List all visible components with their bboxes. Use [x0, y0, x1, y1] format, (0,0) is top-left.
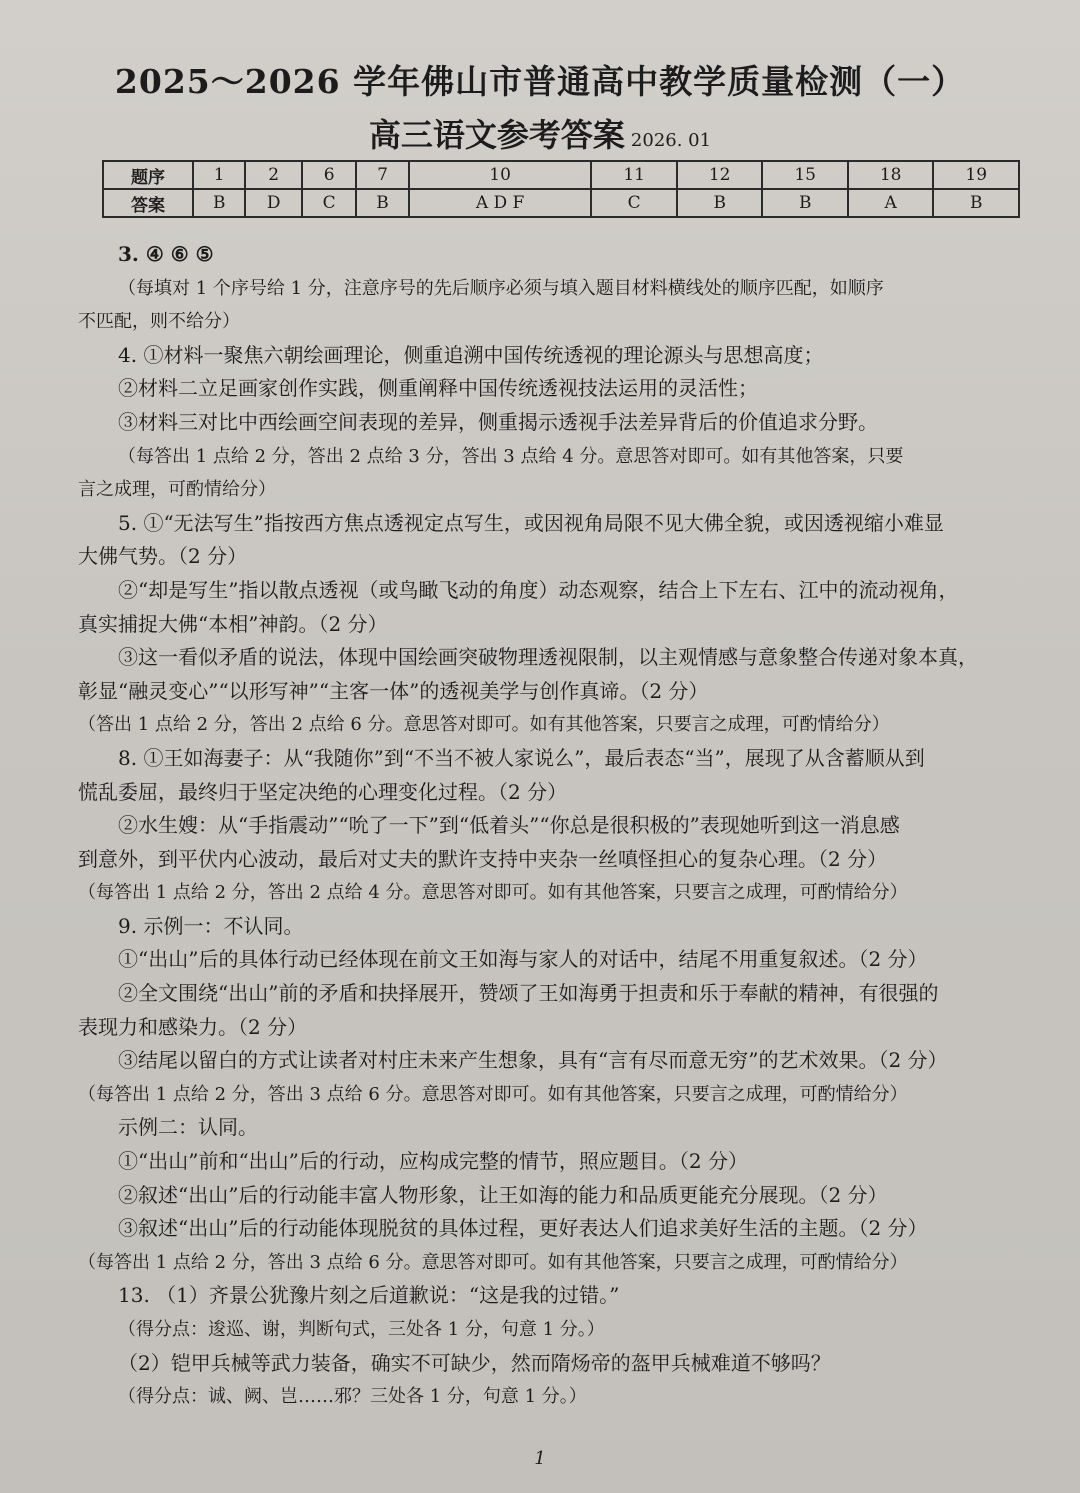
answer-explanations: [78, 238, 1040, 1414]
answer-cell: B: [677, 189, 763, 217]
answer-line: ③材料三对比中西绘画空间表现的差异，侧重揭示透视手法差异背后的价值追求分野。: [118, 409, 878, 434]
answer-line: 示例二：认同。: [118, 1115, 258, 1140]
answer-cell: C: [591, 189, 677, 217]
answer-line: （得分点：诚、阙、岂……邪？三处各 1 分，句意 1 分。）: [118, 1386, 587, 1408]
page-number: 1: [534, 1448, 546, 1469]
question-cell: 2: [245, 161, 302, 189]
row-label-question: 题序: [103, 161, 193, 189]
answer-line: 8. ①王如海妻子：从“我随你”到“不当不被人家说么”，最后表态“当”，展现了从含蓄顺从到: [118, 745, 925, 770]
answer-line: 4. ①材料一聚焦六朝绘画理论，侧重追溯中国传统透视的理论源头与思想高度；: [118, 342, 824, 367]
answer-line: ③结尾以留白的方式让读者对村庄未来产生想象，具有“言有尽而意无穷”的艺术效果。（2 分）: [118, 1048, 948, 1073]
answer-line: 表现力和感染力。（2 分）: [78, 1014, 308, 1039]
answer-line: ②全文围绕“出山”前的矛盾和抉择展开，赞颂了王如海勇于担责和乐于奉献的精神，有很强的: [118, 981, 939, 1006]
answer-line: 到意外，到平伏内心波动，最后对丈夫的默许支持中夹杂一丝嗔怪担心的复杂心理。（2 分）: [78, 846, 888, 871]
answer-line: （每填对 1 个序号给 1 分，注意序号的先后顺序必须与填入题目材料横线处的顺序匹配，如顺序: [118, 277, 884, 299]
answer-line: ②叙述“出山”后的行动能丰富人物形象，让王如海的能力和品质更能充分展现。（2 分）: [118, 1182, 888, 1207]
question-cell: 19: [933, 161, 1019, 189]
question-cell: 10: [409, 161, 592, 189]
question-cell: 6: [302, 161, 356, 189]
answer-line: 言之成理，可酌情给分）: [78, 479, 276, 501]
answer-line: 5. ①“无法写生”指按西方焦点透视定点写生，或因视角局限不见大佛全貌，或因透视缩小难显: [118, 510, 944, 535]
question-cell: 15: [762, 161, 848, 189]
answer-cell: B: [356, 189, 408, 217]
answer-line: 9. 示例一：不认同。: [118, 913, 304, 938]
answer-line: ②水生嫂：从“手指震动”“吮了一下”到“低着头”“你总是很积极的”表现她听到这一消息感: [118, 813, 900, 838]
answer-cell: B: [762, 189, 848, 217]
question-cell: 18: [848, 161, 934, 189]
question-cell: 11: [591, 161, 677, 189]
answer-line: ③叙述“出山”后的行动能体现脱贫的具体过程，更好表达人们追求美好生活的主题。（2 分）: [118, 1216, 928, 1241]
question-number-row: [103, 161, 1019, 189]
question-cell: 1: [193, 161, 245, 189]
document-subtitle: [0, 110, 1080, 156]
answer-cell: B: [933, 189, 1019, 217]
answer-cell: A D F: [409, 189, 592, 217]
answer-line: 大佛气势。（2 分）: [78, 544, 248, 569]
document-date: 2026. 01: [630, 130, 712, 151]
answer-cell: A: [848, 189, 934, 217]
question-cell: 7: [356, 161, 408, 189]
answer-line: ①“出山”后的具体行动已经体现在前文王如海与家人的对话中，结尾不用重复叙述。（2 分）: [118, 947, 928, 972]
answer-line: （每答出 1 点给 2 分，答出 3 点给 6 分。意思答对即可。如有其他答案，只要言之成理，可酌情给分）: [78, 1083, 908, 1105]
row-label-answer: 答案: [103, 189, 193, 217]
answer-line: ②“却是写生”指以散点透视（或鸟瞰飞动的角度）动态观察，结合上下左右、江中的流动视角，: [118, 577, 959, 602]
answer-line: （每答出 1 点给 2 分，答出 2 点给 4 分。意思答对即可。如有其他答案，只要言之成理，可酌情给分）: [78, 882, 908, 904]
document-title: 2025～2026 学年佛山市普通高中教学质量检测（一）: [114, 62, 966, 101]
answer-line: ①“出山”前和“出山”后的行动，应构成完整的情节，照应题目。（2 分）: [118, 1149, 748, 1174]
answer-cell: C: [302, 189, 356, 217]
answer-row: [103, 189, 1019, 217]
answer-line: （答出 1 点给 2 分，答出 2 点给 6 分。意思答对即可。如有其他答案，只要言之成理，可酌情给分）: [78, 714, 890, 736]
answer-line: （2）铠甲兵械等武力装备，确实不可缺少，然而隋炀帝的盔甲兵械难道不够吗？: [118, 1350, 831, 1375]
answer-line: 彰显“融灵变心”“以形写神”“主客一体”的透视美学与创作真谛。（2 分）: [78, 678, 709, 703]
answer-line: ②材料二立足画家创作实践，侧重阐释中国传统透视技法运用的灵活性；: [118, 376, 758, 401]
answer-cell: D: [245, 189, 302, 217]
answer-line: 真实捕捉大佛“本相”神韵。（2 分）: [78, 611, 388, 636]
answer-line: ③这一看似矛盾的说法，体现中国绘画突破物理透视限制，以主观情感与意象整合传递对象本真，: [118, 645, 978, 670]
answer-line: （得分点：逡巡、谢，判断句式，三处各 1 分，句意 1 分。）: [118, 1319, 605, 1340]
answer-line: 3. ④ ⑥ ⑤: [118, 242, 214, 266]
question-cell: 12: [677, 161, 763, 189]
answer-line: 不匹配，则不给分）: [78, 311, 240, 333]
answer-table: [102, 160, 1020, 218]
subtitle-text: 高三语文参考答案: [368, 116, 625, 154]
answer-line: 慌乱委屈，最终归于坚定决绝的心理变化过程。（2 分）: [78, 779, 568, 804]
answer-line: （每答出 1 点给 2 分，答出 3 点给 6 分。意思答对即可。如有其他答案，只要言之成理，可酌情给分）: [78, 1251, 908, 1273]
answer-cell: B: [193, 189, 245, 217]
answer-line: 13. （1）齐景公犹豫片刻之后道歉说：“这是我的过错。”: [118, 1283, 620, 1308]
answer-line: （每答出 1 点给 2 分，答出 2 点给 3 分，答出 3 点给 4 分。意思答对即可。如有其他答案，只要: [118, 445, 904, 467]
